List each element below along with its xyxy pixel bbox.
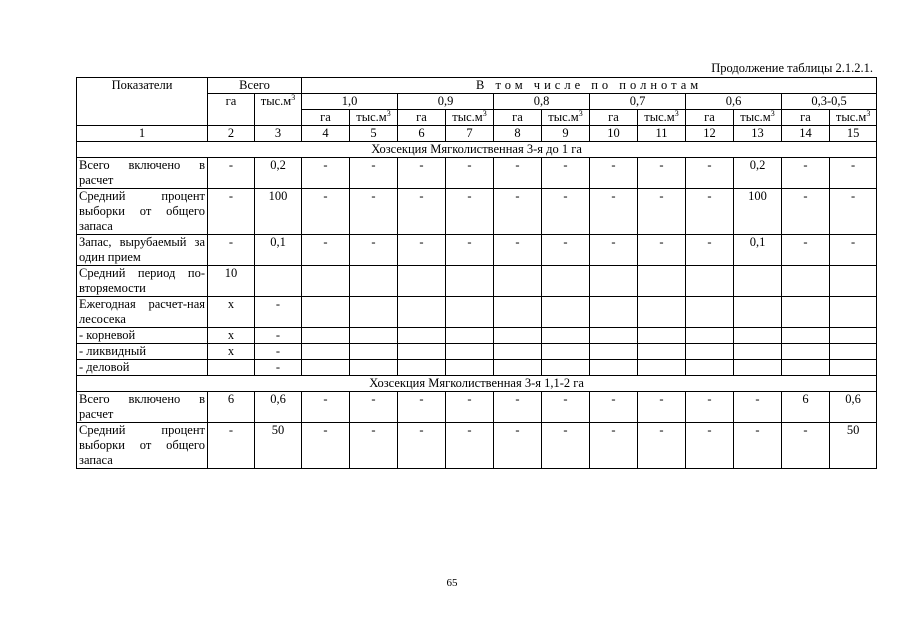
header-total-ga: га [208, 94, 255, 126]
table-cell: 0,2 [734, 158, 782, 189]
unit-header-tys [830, 110, 877, 126]
unit-header-ga: га [302, 110, 350, 126]
table-cell: 10 [208, 266, 255, 297]
table-cell: 50 [255, 423, 302, 469]
column-number: 2 [208, 126, 255, 142]
table-cell [590, 360, 638, 376]
table-cell: - [350, 423, 398, 469]
table-cell [350, 360, 398, 376]
column-number: 5 [350, 126, 398, 142]
unit-label: тыс.м [548, 110, 579, 124]
unit-header-tys [734, 110, 782, 126]
table-cell [494, 328, 542, 344]
table-cell: - [542, 392, 590, 423]
unit-header-tys [446, 110, 494, 126]
table-cell: - [302, 235, 350, 266]
unit-exponent: 3 [482, 108, 487, 118]
page-number: 65 [446, 577, 458, 589]
table-row [77, 158, 877, 189]
table-cell [638, 360, 686, 376]
table-cell [686, 297, 734, 328]
table-cell: 6 [782, 392, 830, 423]
table-cell: - [638, 423, 686, 469]
column-number: 14 [782, 126, 830, 142]
table-cell: - [302, 392, 350, 423]
table-cell [734, 328, 782, 344]
unit-header-ga: га [590, 110, 638, 126]
unit-exponent: 3 [291, 92, 296, 102]
table-cell: - [255, 297, 302, 328]
unit-header-ga: га [686, 110, 734, 126]
header-indicators: Показатели [77, 78, 208, 126]
table-cell [590, 266, 638, 297]
unit-label: тыс.м [740, 110, 771, 124]
unit-header-ga: га [782, 110, 830, 126]
table-cell: - [542, 158, 590, 189]
table-cell [734, 266, 782, 297]
table-cell [494, 360, 542, 376]
table-cell: - [686, 158, 734, 189]
section-row [77, 376, 877, 392]
table-cell: 50 [830, 423, 877, 469]
table-cell [734, 344, 782, 360]
table-cell: - [350, 235, 398, 266]
table-cell: - [542, 235, 590, 266]
table-cell: - [350, 189, 398, 235]
header-row-1 [77, 78, 877, 94]
row-label: Запас, вырубаемый за один прием [77, 235, 208, 266]
table-cell [446, 344, 494, 360]
table-cell: - [686, 392, 734, 423]
column-number: 13 [734, 126, 782, 142]
table-cell: - [590, 423, 638, 469]
table-cell: - [350, 158, 398, 189]
row-label: Всего включено в расчет [77, 392, 208, 423]
header-density: 0,6 [686, 94, 782, 110]
table-cell: - [255, 328, 302, 344]
table-cell: - [208, 235, 255, 266]
table-cell [686, 360, 734, 376]
table-cell: - [398, 158, 446, 189]
table-cell [350, 266, 398, 297]
header-total-tys [255, 94, 302, 126]
table-cell [830, 360, 877, 376]
column-number: 9 [542, 126, 590, 142]
unit-header-tys [638, 110, 686, 126]
table-cell [686, 266, 734, 297]
table-cell [734, 297, 782, 328]
table-row [77, 423, 877, 469]
unit-label: тыс.м [356, 110, 387, 124]
table-cell [830, 297, 877, 328]
section-row [77, 142, 877, 158]
header-density: 0,9 [398, 94, 494, 110]
column-number: 10 [590, 126, 638, 142]
header-density: 0,7 [590, 94, 686, 110]
row-label: Средний период по-вторяемости [77, 266, 208, 297]
table-cell: 0,1 [734, 235, 782, 266]
table-cell: - [208, 189, 255, 235]
table-cell: - [782, 235, 830, 266]
column-number: 11 [638, 126, 686, 142]
table-cell: - [398, 189, 446, 235]
table-cell: - [494, 235, 542, 266]
table-cell [446, 297, 494, 328]
column-number: 8 [494, 126, 542, 142]
table-cell: 0,1 [255, 235, 302, 266]
table-row [77, 235, 877, 266]
table-cell [782, 328, 830, 344]
unit-exponent: 3 [578, 108, 583, 118]
table-cell: 0,6 [255, 392, 302, 423]
column-number: 12 [686, 126, 734, 142]
table-cell [302, 328, 350, 344]
table-cell [398, 266, 446, 297]
table-cell [686, 344, 734, 360]
column-number: 3 [255, 126, 302, 142]
table-cell: - [590, 392, 638, 423]
table-cell [830, 266, 877, 297]
table-cell: - [638, 189, 686, 235]
table-cell: - [398, 423, 446, 469]
section-title: Хозсекция Мягколиственная 3-я до 1 га [77, 142, 877, 158]
table-cell: х [208, 344, 255, 360]
table-cell [350, 328, 398, 344]
table-cell: - [208, 423, 255, 469]
unit-label: тыс.м [835, 110, 867, 124]
unit-exponent: 3 [866, 108, 871, 118]
table-cell: - [494, 423, 542, 469]
table-cell [494, 297, 542, 328]
table-cell: - [446, 158, 494, 189]
header-density: 0,3-0,5 [782, 94, 877, 110]
unit-exponent: 3 [674, 108, 679, 118]
column-number: 7 [446, 126, 494, 142]
unit-header-ga: га [494, 110, 542, 126]
unit-header-tys [350, 110, 398, 126]
row-label: Средний процент выборки от общего запаса [77, 189, 208, 235]
table-cell [302, 297, 350, 328]
table-cell [590, 297, 638, 328]
table-row [77, 344, 877, 360]
row-label: Всего включено в расчет [77, 158, 208, 189]
header-total: Всего [208, 78, 302, 94]
table-cell: - [782, 158, 830, 189]
table-cell [830, 328, 877, 344]
unit-label: тыс.м [452, 110, 483, 124]
table-cell: - [542, 189, 590, 235]
table-cell: - [446, 392, 494, 423]
table-cell: - [494, 189, 542, 235]
table-cell [542, 360, 590, 376]
row-label: - деловой [77, 360, 208, 376]
table-cell: - [830, 189, 877, 235]
table-cell [302, 360, 350, 376]
table-cell: - [302, 423, 350, 469]
column-number: 6 [398, 126, 446, 142]
row-label: Ежегодная расчет-ная лесосека [77, 297, 208, 328]
table-cell [446, 360, 494, 376]
table-cell: - [782, 423, 830, 469]
header-density: 0,8 [494, 94, 590, 110]
table-row [77, 297, 877, 328]
row-label: - корневой [77, 328, 208, 344]
table-row [77, 328, 877, 344]
table-cell: х [208, 328, 255, 344]
table-cell [208, 360, 255, 376]
column-number-row [77, 126, 877, 142]
table-cell [542, 266, 590, 297]
header-including: В том числе по полнотам [302, 78, 877, 94]
table-cell [542, 297, 590, 328]
table-cell: - [686, 235, 734, 266]
unit-label: тыс.м [644, 110, 675, 124]
column-number: 4 [302, 126, 350, 142]
table-cell [782, 297, 830, 328]
table-cell [734, 360, 782, 376]
table-cell: - [255, 344, 302, 360]
table-cell: - [302, 158, 350, 189]
table-cell [398, 360, 446, 376]
table-cell: - [398, 392, 446, 423]
table-cell [782, 266, 830, 297]
table-caption: Продолжение таблицы 2.1.2.1. [711, 61, 873, 75]
table-cell: - [446, 235, 494, 266]
table-cell [638, 297, 686, 328]
table-cell: х [208, 297, 255, 328]
table-cell: - [638, 392, 686, 423]
table-cell [590, 328, 638, 344]
table-cell: - [830, 235, 877, 266]
table-cell [398, 328, 446, 344]
table-cell [638, 344, 686, 360]
table-cell: 100 [734, 189, 782, 235]
table-cell [350, 344, 398, 360]
table-row [77, 392, 877, 423]
table-cell [398, 344, 446, 360]
table-cell [542, 344, 590, 360]
table-cell [302, 266, 350, 297]
unit-exponent: 3 [770, 108, 775, 118]
table-cell [782, 344, 830, 360]
unit-header-tys [542, 110, 590, 126]
table-cell [302, 344, 350, 360]
table-cell: - [638, 235, 686, 266]
table-cell: - [446, 189, 494, 235]
table-cell: 0,2 [255, 158, 302, 189]
table-row [77, 266, 877, 297]
table-cell: - [638, 158, 686, 189]
table-cell: - [208, 158, 255, 189]
column-number: 1 [77, 126, 208, 142]
table-cell [446, 328, 494, 344]
table-cell [446, 266, 494, 297]
table-cell [638, 328, 686, 344]
section-title: Хозсекция Мягколиственная 3-я 1,1-2 га [77, 376, 877, 392]
table-cell: - [542, 423, 590, 469]
unit-header-ga: га [398, 110, 446, 126]
table-cell: - [590, 158, 638, 189]
table-cell [638, 266, 686, 297]
table-cell: - [302, 189, 350, 235]
table-cell [542, 328, 590, 344]
table-cell [590, 344, 638, 360]
table-cell: - [830, 158, 877, 189]
table-cell: - [350, 392, 398, 423]
table-cell: - [255, 360, 302, 376]
table-cell: - [398, 235, 446, 266]
table-cell: - [734, 392, 782, 423]
table-cell [350, 297, 398, 328]
table-cell [494, 266, 542, 297]
table-row [77, 360, 877, 376]
table-cell [255, 266, 302, 297]
table-cell: - [686, 423, 734, 469]
table-cell: 0,6 [830, 392, 877, 423]
data-table [76, 77, 877, 469]
row-label: Средний процент выборки от общего запаса [77, 423, 208, 469]
table-cell [494, 344, 542, 360]
table-cell [830, 344, 877, 360]
table-cell: 100 [255, 189, 302, 235]
table-cell: - [494, 392, 542, 423]
table-cell: - [734, 423, 782, 469]
column-number: 15 [830, 126, 877, 142]
row-label: - ликвидный [77, 344, 208, 360]
unit-exponent: 3 [386, 108, 391, 118]
table-cell: - [446, 423, 494, 469]
table-row [77, 189, 877, 235]
table-cell: - [686, 189, 734, 235]
header-density: 1,0 [302, 94, 398, 110]
unit-label: тыс.м [260, 94, 292, 108]
table-cell: - [494, 158, 542, 189]
table-cell: - [590, 189, 638, 235]
table-cell [398, 297, 446, 328]
table-cell: 6 [208, 392, 255, 423]
table-cell [782, 360, 830, 376]
table-cell [686, 328, 734, 344]
table-cell: - [782, 189, 830, 235]
table-cell: - [590, 235, 638, 266]
